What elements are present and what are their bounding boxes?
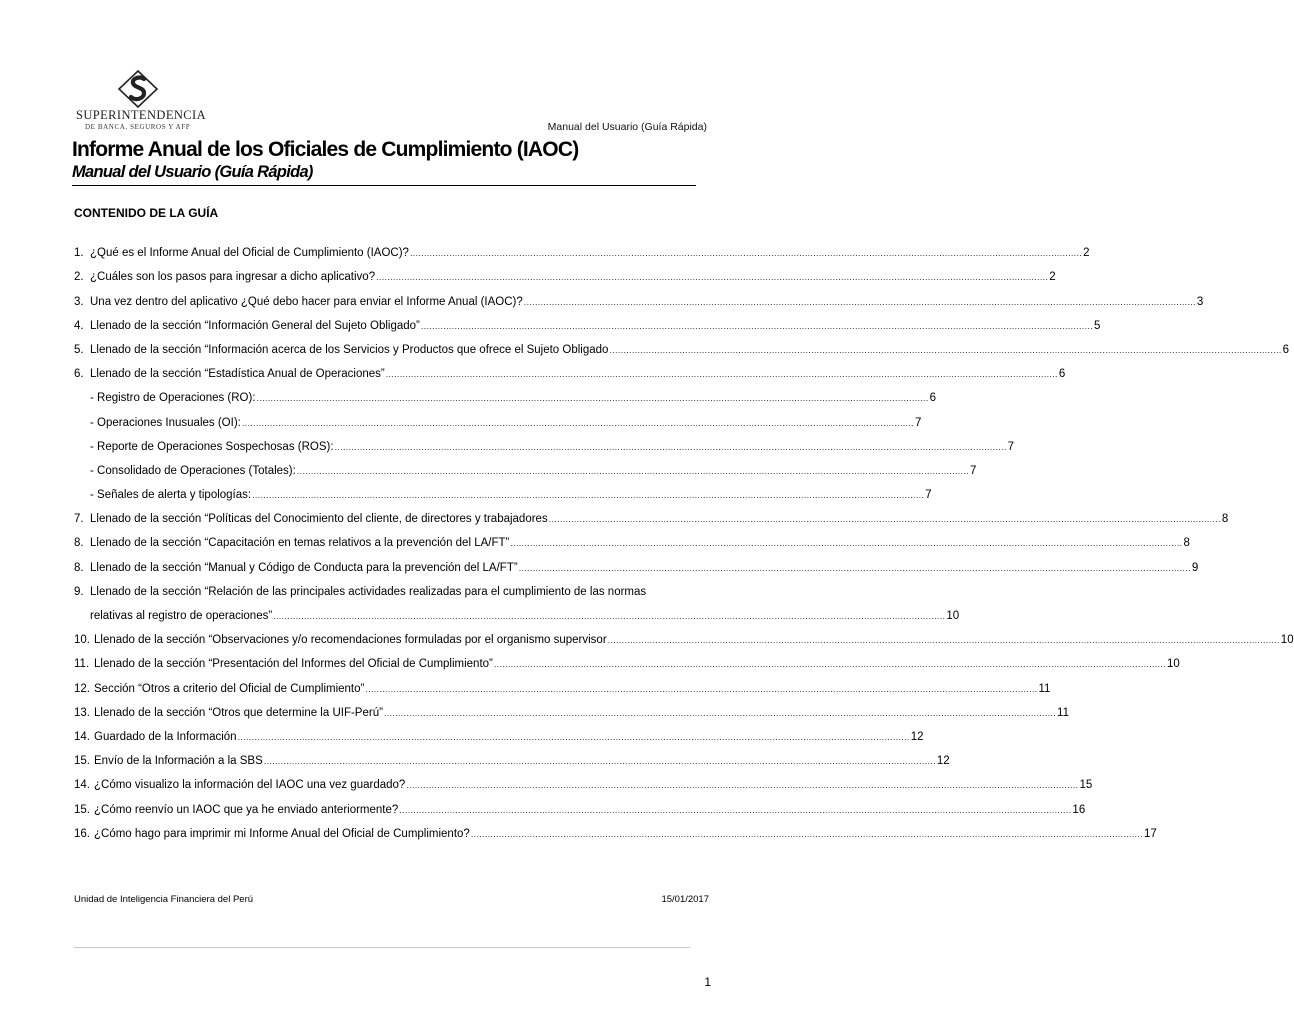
- toc-entry[interactable]: [74, 817, 1157, 841]
- toc-number: 8.: [74, 561, 84, 574]
- toc-subentry[interactable]: [74, 405, 922, 429]
- toc-text: - Consolidado de Operaciones (Totales):: [90, 464, 296, 477]
- toc-page: 8: [1183, 537, 1190, 550]
- toc-text: relativas al registro de operaciones”: [90, 610, 273, 622]
- toc-page: 16: [1072, 803, 1086, 816]
- toc-subentry[interactable]: [74, 381, 937, 405]
- toc-entry[interactable]: [74, 357, 1066, 381]
- toc-leader: [273, 609, 945, 623]
- toc-entry[interactable]: [74, 744, 950, 768]
- toc-page: 11: [1038, 682, 1051, 695]
- toc-text: - Operaciones Inusuales (OI):: [90, 416, 241, 429]
- toc-page: 7: [969, 464, 977, 477]
- toc-text: Llenado de la sección “Otros que determine la UIF-Perú”: [94, 706, 383, 719]
- toc-leader: [252, 488, 924, 502]
- document-subtitle: Manual del Usuario (Guía Rápida): [72, 163, 313, 181]
- toc-leader: [609, 343, 1281, 357]
- toc-entry[interactable]: [74, 623, 1294, 647]
- toc-number: 6.: [74, 368, 84, 381]
- toc-page: 7: [1007, 440, 1015, 453]
- toc-number: 5.: [74, 343, 84, 356]
- toc-leader: [238, 730, 910, 744]
- toc-number: 11.: [74, 658, 90, 671]
- logo-subname: DE BANCA, SEGUROS Y AFP: [85, 123, 191, 131]
- toc-leader: [524, 295, 1196, 309]
- toc-heading: CONTENIDO DE LA GUÍA: [74, 206, 219, 220]
- toc-entry[interactable]: [74, 671, 1051, 695]
- toc-page: 11: [1057, 706, 1069, 719]
- toc-leader: [297, 464, 969, 478]
- toc-text: Llenado de la sección “Relación de las principales actividades realizadas para el cumplimiento de las normas: [90, 585, 647, 598]
- toc-number: 16.: [74, 827, 90, 840]
- toc-page: 10: [1167, 658, 1180, 671]
- toc-number: 14.: [74, 779, 90, 792]
- toc-text: ¿Cómo hago para imprimir mi Informe Anual del Oficial de Cumplimiento?: [94, 827, 470, 840]
- toc-number: 4.: [74, 319, 84, 332]
- toc-subentry[interactable]: [74, 454, 977, 478]
- toc-number: 9.: [74, 585, 84, 598]
- toc-page: 7: [914, 416, 922, 429]
- toc-page: 8: [1221, 513, 1229, 526]
- toc-page: 17: [1143, 827, 1157, 840]
- toc-number: 1.: [74, 247, 84, 260]
- toc-entry[interactable]: [74, 502, 1229, 526]
- toc-number: 15.: [74, 755, 90, 768]
- header-manual-label: Manual del Usuario (Guía Rápida): [547, 121, 707, 133]
- toc-leader: [519, 561, 1191, 575]
- toc-text: Llenado de la sección “Información General del Sujeto Obligado”: [90, 319, 420, 332]
- toc-text: Llenado de la sección “Estadística Anual de Operaciones”: [90, 368, 385, 381]
- footer-organization: Unidad de Inteligencia Financiera del Perú: [74, 894, 254, 905]
- toc-number: 8.: [74, 537, 84, 550]
- page-number: 1: [704, 975, 711, 989]
- toc-entry[interactable]: [74, 236, 1090, 260]
- document-title: Informe Anual de los Oficiales de Cumplimiento (IAOC): [72, 138, 579, 161]
- toc-entry[interactable]: [74, 720, 924, 744]
- toc-page: 12: [910, 730, 924, 743]
- toc-entry[interactable]: [74, 284, 1204, 308]
- toc-text: Llenado de la sección “Manual y Código de Conducta para la prevención del LA/FT”: [90, 561, 518, 574]
- toc-text: Llenado de la sección “Presentación del Informes del Oficial de Cumplimiento”: [94, 658, 493, 671]
- toc-text: Llenado de la sección “Información acerca de los Servicios y Productos que ofrece el Sujeto Obligado: [90, 343, 609, 356]
- toc-page: 10: [1280, 634, 1294, 647]
- toc-number: 13.: [74, 706, 90, 719]
- toc-text: Envío de la Información a la SBS: [94, 755, 263, 768]
- subtitle-rule: [72, 163, 696, 186]
- toc-page: 3: [1196, 295, 1204, 308]
- toc-text: - Reporte de Operaciones Sospechosas (ROS):: [90, 440, 334, 453]
- toc-leader: [257, 391, 929, 405]
- toc-leader: [335, 440, 1007, 454]
- toc-leader: [494, 657, 1166, 671]
- toc-page: 2: [1083, 247, 1090, 260]
- toc-page: 9: [1191, 561, 1199, 574]
- toc-leader: [471, 827, 1143, 841]
- toc-leader: [421, 319, 1093, 333]
- toc-leader: [242, 416, 914, 430]
- toc-text: - Registro de Operaciones (RO):: [90, 392, 256, 405]
- toc-number: 3.: [74, 295, 84, 308]
- toc-leader: [384, 706, 1056, 720]
- toc-leader: [510, 536, 1182, 550]
- toc-text: Una vez dentro del aplicativo ¿Qué debo hacer para enviar el Informe Anual (IAOC)?: [90, 295, 523, 308]
- toc-leader: [264, 754, 936, 768]
- toc-entry[interactable]: [74, 575, 712, 599]
- toc-leader: [608, 633, 1280, 647]
- toc-subentry[interactable]: [74, 430, 1015, 454]
- toc-page: 10: [946, 610, 960, 622]
- toc-entry[interactable]: [74, 260, 1056, 284]
- toc-text: Llenado de la sección “Capacitación en temas relativos a la prevención del LA/FT”: [90, 537, 510, 550]
- toc-text: Sección “Otros a criterio del Oficial de Cumplimiento”: [94, 682, 365, 695]
- toc-text: ¿Qué es el Informe Anual del Oficial de Cumplimiento (IAOC)?: [90, 247, 409, 260]
- footer-divider: [74, 947, 690, 948]
- footer-date: 15/01/2017: [661, 894, 709, 905]
- table-of-contents: [74, 236, 1294, 841]
- toc-leader: [386, 367, 1058, 381]
- toc-page: 5: [1094, 319, 1101, 332]
- toc-leader: [549, 512, 1221, 526]
- toc-page: 2: [1049, 271, 1056, 284]
- toc-entry[interactable]: [74, 526, 1190, 550]
- toc-number: 12.: [74, 682, 90, 695]
- logo-name: SUPERINTENDENCIA: [76, 108, 207, 122]
- toc-number: 2.: [74, 271, 84, 284]
- toc-page: 15: [1079, 779, 1093, 792]
- sbs-emblem-icon: [118, 70, 158, 108]
- toc-entry-continuation[interactable]: [74, 599, 960, 623]
- toc-text: Guardado de la Información: [94, 730, 237, 743]
- toc-page: 12: [936, 755, 950, 768]
- toc-entry[interactable]: [74, 333, 1289, 357]
- toc-text: ¿Cómo visualizo la información del IAOC una vez guardado?: [94, 779, 406, 792]
- toc-entry[interactable]: [74, 792, 1086, 816]
- toc-number: 7.: [74, 513, 84, 526]
- toc-entry[interactable]: [74, 647, 1180, 671]
- toc-entry[interactable]: [74, 309, 1101, 333]
- toc-entry[interactable]: [74, 550, 1199, 574]
- toc-number: 14.: [74, 730, 90, 743]
- toc-text: Llenado de la sección “Políticas del Conocimiento del cliente, de directores y trabajadores: [90, 513, 548, 526]
- sbs-logo: [76, 70, 207, 132]
- toc-subentry[interactable]: [74, 478, 932, 502]
- toc-leader: [406, 778, 1078, 792]
- toc-page: 7: [925, 489, 932, 502]
- toc-page: 6: [929, 392, 937, 405]
- toc-leader: [399, 803, 1071, 817]
- toc-leader: [376, 270, 1048, 284]
- toc-leader: [410, 246, 1082, 260]
- toc-number: 10.: [74, 634, 90, 647]
- toc-entry[interactable]: [74, 768, 1093, 792]
- toc-number: 15.: [74, 803, 90, 816]
- toc-page: 6: [1282, 343, 1289, 356]
- toc-leader: [365, 682, 1037, 696]
- toc-page: 6: [1058, 368, 1066, 381]
- toc-entry[interactable]: [74, 696, 1069, 720]
- toc-text: Llenado de la sección “Observaciones y/o recomendaciones formuladas por el organismo supervisor: [94, 634, 607, 647]
- toc-text: - Señales de alerta y tipologías:: [90, 489, 252, 502]
- toc-text: ¿Cuáles son los pasos para ingresar a dicho aplicativo?: [90, 271, 376, 284]
- toc-text: ¿Cómo reenvío un IAOC que ya he enviado anteriormente?: [94, 803, 399, 816]
